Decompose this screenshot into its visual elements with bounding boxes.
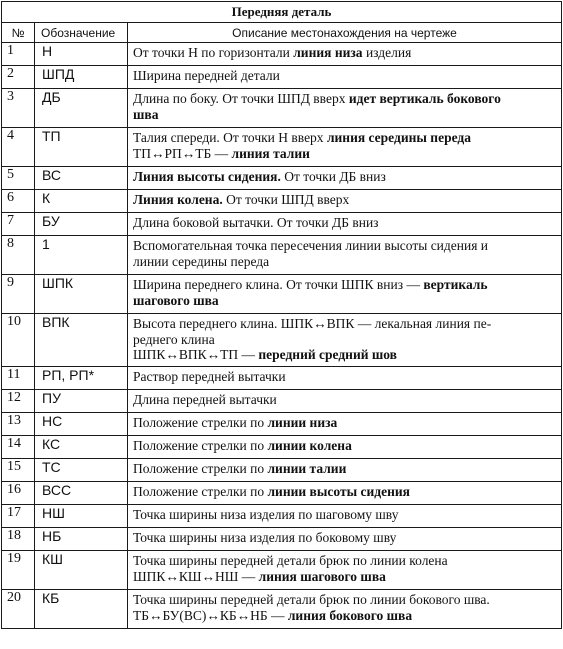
description-bold-text: линии талии [267, 461, 347, 476]
description-bold-text: линия низа [293, 45, 363, 60]
row-description [128, 236, 562, 275]
description-text: Ширина передней детали [133, 68, 280, 83]
description-text: изделия [362, 45, 412, 60]
row-number: 20 [2, 590, 35, 629]
table-row [2, 128, 562, 167]
table-row [2, 390, 562, 413]
table-row [2, 43, 562, 66]
row-designation: КС [35, 436, 128, 459]
description-text: ТБ↔БУ(ВС)↔КБ↔НБ — [133, 607, 288, 623]
row-description [128, 390, 562, 413]
description-text: ШПК↔КШ↔НШ — [133, 568, 259, 584]
description-text: Высота переднего клина. ШПК↔ВПК — лекальная линия пе- [133, 316, 492, 331]
description-line [133, 293, 556, 309]
row-description [128, 528, 562, 551]
description-text: Положение стрелки по [133, 438, 268, 453]
description-line [133, 238, 556, 254]
description-line [133, 130, 556, 146]
description-text: Длина боковой вытачки. От точки ДБ вниз [133, 215, 379, 230]
table-row [2, 528, 562, 551]
row-designation: КБ [35, 590, 128, 629]
description-text: От точки ШПД вверх [222, 192, 350, 207]
description-text: Длина по боку. От точки ШПД вверх [133, 91, 349, 106]
description-line [133, 192, 556, 208]
table-row [2, 89, 562, 128]
row-designation: ШПД [35, 66, 128, 89]
row-number: 7 [2, 213, 35, 236]
row-description [128, 89, 562, 128]
description-bold-text: идет вертикаль бокового [348, 91, 501, 106]
row-number: 2 [2, 66, 35, 89]
description-line [133, 369, 556, 385]
row-designation: Н [35, 43, 128, 66]
description-text: ТП↔РП↔ТБ — [133, 145, 232, 161]
table-row [2, 167, 562, 190]
description-bold-text: линия бокового шва [287, 607, 413, 623]
table-row [2, 505, 562, 528]
row-number: 11 [2, 367, 35, 390]
row-description [128, 459, 562, 482]
header-description: Описание местонахождения на чертеже [128, 23, 562, 43]
row-number: 16 [2, 482, 35, 505]
row-designation: НС [35, 413, 128, 436]
table-row [2, 459, 562, 482]
row-number: 18 [2, 528, 35, 551]
table-row [2, 190, 562, 213]
row-description [128, 66, 562, 89]
row-description [128, 505, 562, 528]
row-designation: ВСС [35, 482, 128, 505]
description-line [133, 507, 556, 523]
row-designation: ШПК [35, 275, 128, 314]
description-line [133, 45, 556, 61]
row-designation: НБ [35, 528, 128, 551]
header-designation: Обозначение [35, 23, 128, 43]
description-text: ШПК↔ВПК↔ТП — [133, 347, 259, 362]
row-number: 15 [2, 459, 35, 482]
description-line [133, 146, 556, 162]
row-description [128, 213, 562, 236]
row-description [128, 413, 562, 436]
row-description [128, 190, 562, 213]
description-line [133, 107, 556, 123]
description-text: реднего клина [133, 331, 215, 347]
row-designation: БУ [35, 213, 128, 236]
description-line [133, 484, 556, 500]
row-number: 9 [2, 275, 35, 314]
row-description [128, 367, 562, 390]
description-text: Вспомогательная точка пересечения линии высоты сидения и [133, 238, 489, 253]
description-text: Ширина переднего клина. От точки ШПК вниз — [133, 277, 424, 292]
row-number: 5 [2, 167, 35, 190]
table-wrapper [1, 1, 561, 629]
table-row [2, 551, 562, 590]
row-number: 10 [2, 314, 35, 367]
description-line [133, 569, 556, 585]
description-text: От точки ДБ вниз [280, 169, 386, 184]
description-line [133, 530, 556, 546]
table-row [2, 66, 562, 89]
description-text: Точка ширины передней детали брюк по линии колена [133, 553, 448, 568]
row-number: 1 [2, 43, 35, 66]
description-line [133, 91, 556, 107]
description-text: Положение стрелки по [133, 461, 268, 476]
description-text: Раствор передней вытачки [133, 369, 286, 384]
row-description [128, 43, 562, 66]
row-description [128, 275, 562, 314]
description-line [133, 553, 556, 569]
description-bold-text: вертикаль [423, 277, 488, 292]
row-description [128, 167, 562, 190]
table-row [2, 314, 562, 367]
description-line [133, 392, 556, 408]
row-number: 13 [2, 413, 35, 436]
header-number: № [2, 23, 35, 43]
table-row [2, 590, 562, 629]
description-text: От точки Н по горизонтали [133, 45, 294, 60]
description-text: Точка ширины низа изделия по шаговому шву [133, 507, 399, 522]
description-bold-text: шва [133, 106, 159, 122]
row-description [128, 551, 562, 590]
description-line [133, 592, 556, 608]
row-designation: ПУ [35, 390, 128, 413]
row-number: 6 [2, 190, 35, 213]
description-bold-text: шагового шва [133, 292, 219, 308]
table-row [2, 367, 562, 390]
row-number: 14 [2, 436, 35, 459]
row-number: 4 [2, 128, 35, 167]
table-row [2, 275, 562, 314]
description-bold-text: линии колена [267, 438, 352, 453]
row-number: 17 [2, 505, 35, 528]
row-description [128, 482, 562, 505]
row-designation: ВПК [35, 314, 128, 367]
row-number: 12 [2, 390, 35, 413]
description-text: Длина передней вытачки [133, 392, 277, 407]
description-text: Талия спереди. От точки Н вверх [133, 130, 327, 145]
table-row [2, 236, 562, 275]
table-title: Передняя деталь [2, 2, 562, 23]
row-number: 3 [2, 89, 35, 128]
front-part-table [1, 1, 562, 629]
row-description [128, 314, 562, 367]
table-row [2, 413, 562, 436]
row-description [128, 128, 562, 167]
description-bold-text: линия шагового шва [258, 568, 386, 584]
row-designation: 1 [35, 236, 128, 275]
table-body [2, 43, 562, 629]
description-bold-text: линии низа [267, 415, 338, 430]
description-line [133, 608, 556, 624]
description-text: Положение стрелки по [133, 415, 268, 430]
row-description [128, 590, 562, 629]
description-line [133, 254, 556, 270]
row-designation: ТП [35, 128, 128, 167]
description-line [133, 461, 556, 477]
row-designation: НШ [35, 505, 128, 528]
description-text: линии середины переда [133, 253, 270, 269]
row-designation: ВС [35, 167, 128, 190]
description-bold-text: Линия колена. [133, 192, 223, 207]
description-text: Точка ширины низа изделия по боковому шву [133, 530, 397, 545]
description-text: Положение стрелки по [133, 484, 268, 499]
row-number: 19 [2, 551, 35, 590]
table-row [2, 213, 562, 236]
description-line [133, 332, 556, 348]
description-line [133, 316, 556, 332]
description-line [133, 277, 556, 293]
description-line [133, 347, 556, 363]
row-number: 8 [2, 236, 35, 275]
description-bold-text: линия середины переда [326, 130, 471, 145]
description-bold-text: передний средний шов [258, 347, 397, 362]
row-designation: ТС [35, 459, 128, 482]
description-line [133, 415, 556, 431]
description-bold-text: линия талии [231, 145, 310, 161]
table-row [2, 482, 562, 505]
row-designation: ДБ [35, 89, 128, 128]
row-designation: КШ [35, 551, 128, 590]
description-line [133, 169, 556, 185]
description-line [133, 438, 556, 454]
description-text: Точка ширины передней детали брюк по линии бокового шва. [133, 592, 490, 607]
description-bold-text: линии высоты сидения [267, 484, 410, 499]
description-line [133, 215, 556, 231]
table-row [2, 436, 562, 459]
description-bold-text: Линия высоты сидения. [133, 169, 281, 184]
row-description [128, 436, 562, 459]
row-designation: К [35, 190, 128, 213]
row-designation: РП, РП* [35, 367, 128, 390]
description-line [133, 68, 556, 84]
